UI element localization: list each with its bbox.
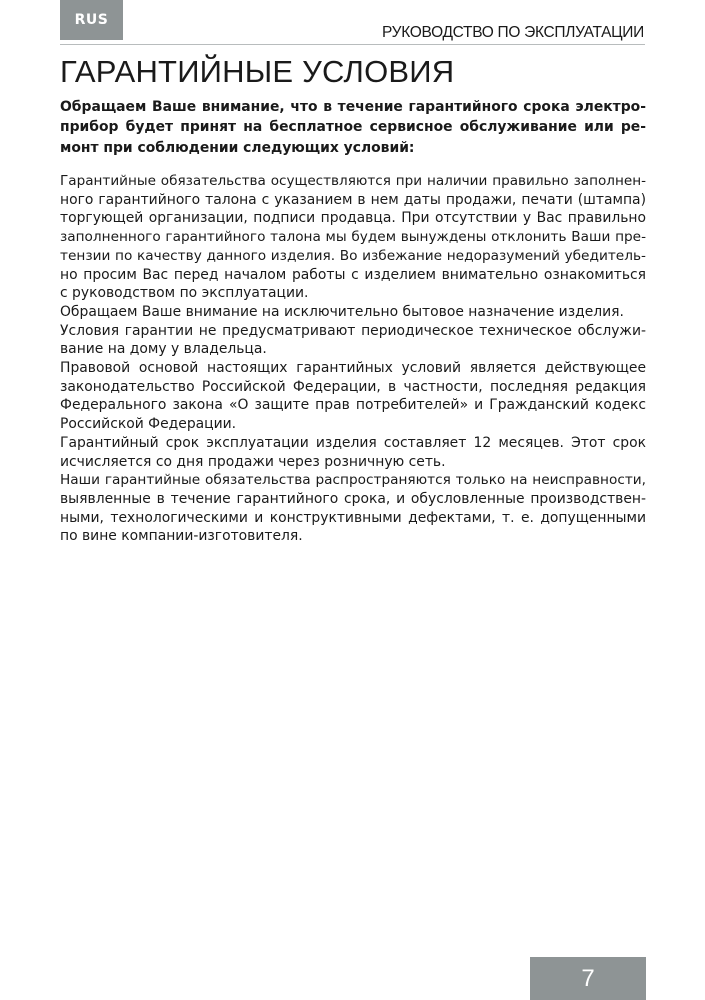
body-line: Условия гарантии не предусматривают периодическое техническое обслужи- <box>60 322 646 339</box>
language-tab: RUS <box>60 0 123 40</box>
body-line: законодательство Российской Федерации, в частности, последняя редакция <box>60 378 646 395</box>
warranty-body-text <box>60 172 646 546</box>
body-line: заполненного гарантийного талона мы будем вынуждены отклонить Ваши пре- <box>60 229 646 246</box>
body-line: по вине компании-изготовителя. <box>60 528 303 545</box>
body-line: торгующей организации, подписи продавца. При отсутствии у Вас правильно <box>60 210 646 227</box>
manual-running-header: РУКОВОДСТВО ПО ЭКСПЛУАТАЦИИ <box>381 24 644 41</box>
lead-paragraph <box>60 97 646 158</box>
body-line: исчисляется со дня продажи через розничную сеть. <box>60 453 446 470</box>
body-line: Гарантийные обязательства осуществляются при наличии правильно заполнен- <box>60 173 646 189</box>
body-line: выявленные в течение гарантийного срока, и обусловленные производствен- <box>60 490 646 507</box>
page-title: ГАРАНТИЙНЫЕ УСЛОВИЯ <box>60 54 455 89</box>
body-line: Федерального закона «О защите прав потребителей» и Гражданский кодекс <box>60 397 646 414</box>
body-line: с руководством по эксплуатации. <box>60 285 309 302</box>
lead-line: прибор будет принят на бесплатное сервисное обслуживание или ре- <box>60 119 646 136</box>
body-line: Правовой основой настоящих гарантийных условий является действующее <box>60 360 646 377</box>
body-line: ными, технологическими и конструктивными дефектами, т. е. допущенными <box>60 509 646 526</box>
lead-line: монт при соблюдении следующих условий: <box>60 139 415 156</box>
header-divider <box>60 44 645 45</box>
body-line: вание на дому у владельца. <box>60 341 267 358</box>
body-line: Наши гарантийные обязательства распространяются только на неисправности, <box>60 472 646 489</box>
body-line: но просим Вас перед началом работы с изделием внимательно ознакомиться <box>60 266 646 283</box>
lead-line: Обращаем Ваше внимание, что в течение гарантийного срока электро- <box>60 99 646 115</box>
page-number: 7 <box>530 957 646 1000</box>
body-line: Гарантийный срок эксплуатации изделия составляет 12 месяцев. Этот срок <box>60 434 646 451</box>
body-line: тензии по качеству данного изделия. Во избежание недоразумений убедитель- <box>60 247 646 264</box>
body-line: Российской Федерации. <box>60 416 237 433</box>
body-line: ного гарантийного талона с указанием в нем даты продажи, печати (штампа) <box>60 191 646 208</box>
body-line: Обращаем Ваше внимание на исключительно бытовое назначение изделия. <box>60 303 624 320</box>
